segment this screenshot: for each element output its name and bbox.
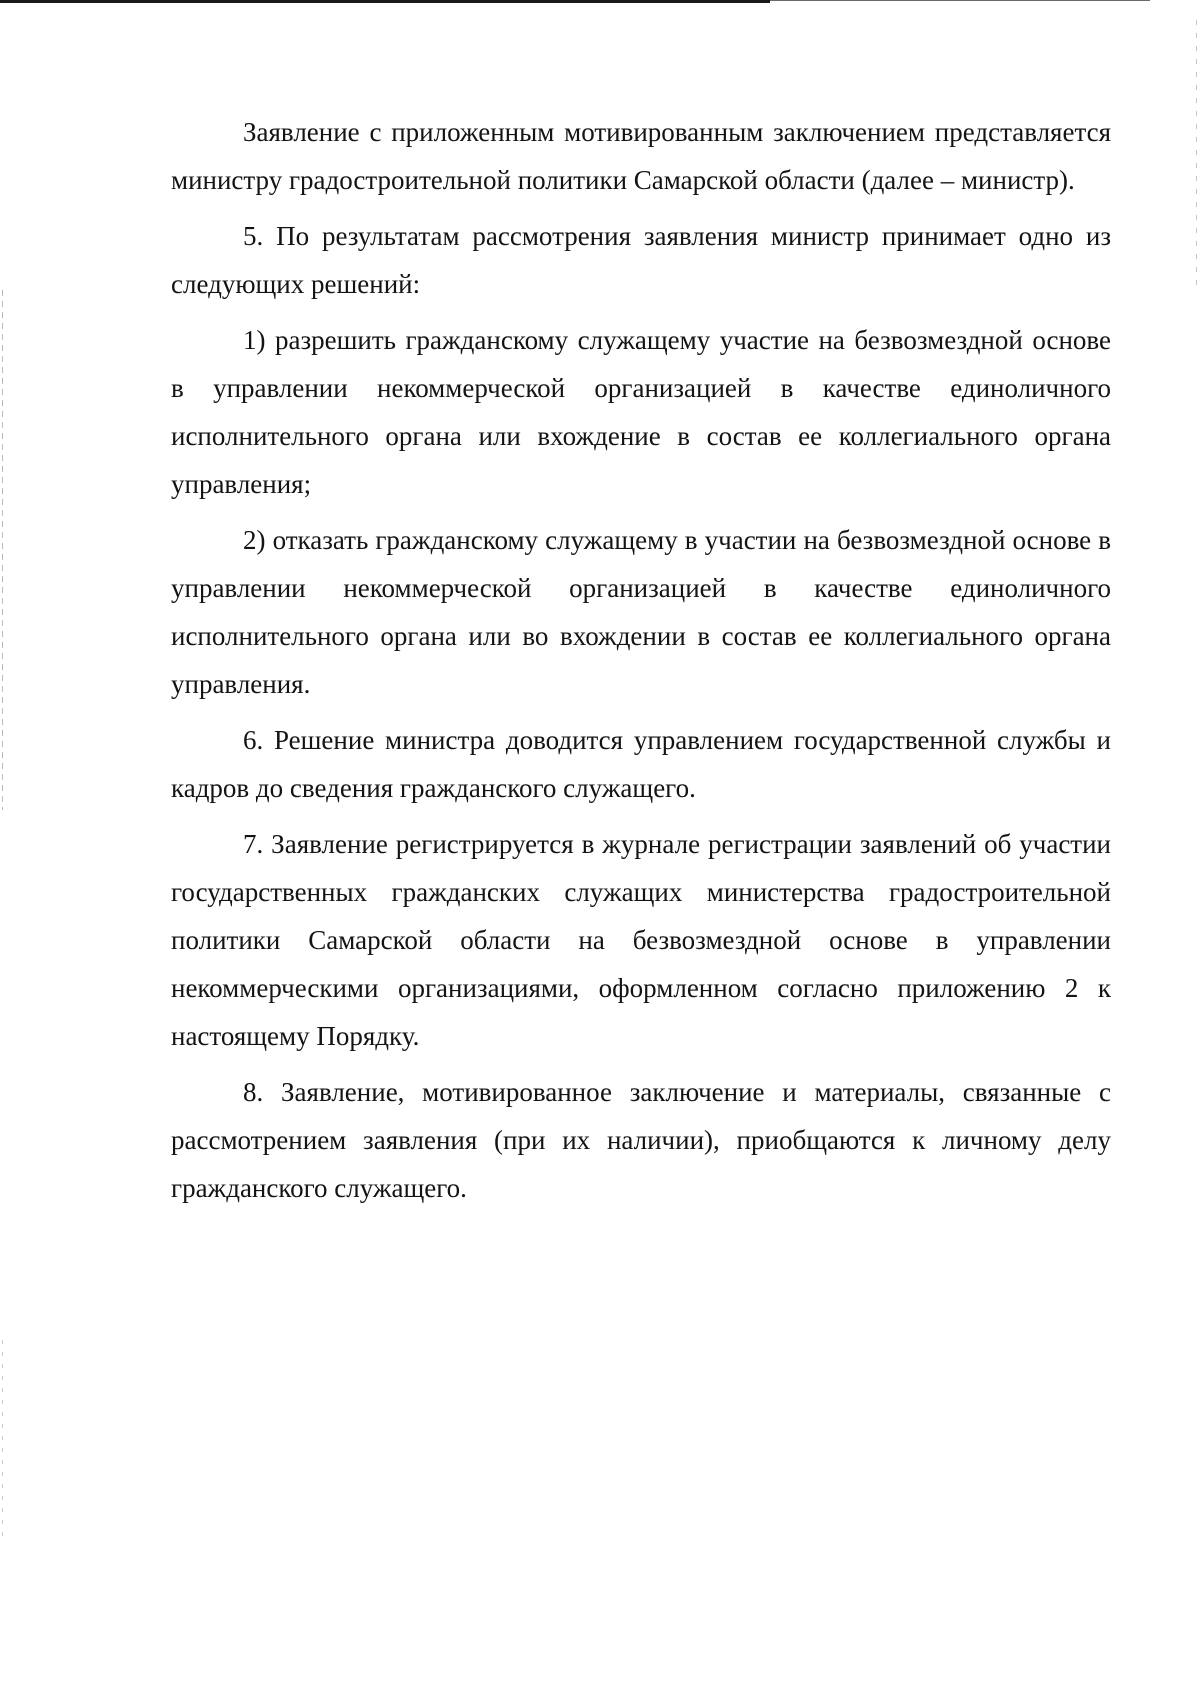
scan-edge-top [0,0,770,3]
paragraph-8-personal-file: 8. Заявление, мотивированное заключение и материалы, связанные с рассмотрением заявления (при их наличии), приобщаются к личному делу гражданского служащего. [171,1077,1111,1203]
scan-edge-right [1196,20,1197,290]
scan-edge-left [2,290,3,810]
paragraph-7-registration: 7. Заявление регистрируется в журнале регистрации заявлений об участии государственных гражданских служащих министерства градостроительной политики Самарской области на безвозмездной основе в управлении некоммерческими организациями, оформленном согласно приложению 2 к настоящему Порядку. [171,829,1111,1051]
paragraph-statement-submission: Заявление с приложенным мотивированным заключением представляется министру градостроительной политики Самарской области (далее – министр). [171,117,1111,195]
scan-edge-top-thin [770,0,1150,1]
document-body [171,108,1111,1220]
paragraph-5-decisions: 5. По результатам рассмотрения заявления министр принимает одно из следующих решений: [171,221,1111,299]
paragraph-decision-permit: 1) разрешить гражданскому служащему участие на безвозмездной основе в управлении некоммерческой организацией в качестве единоличного исполнительного органа или вхождение в состав ее коллегиального органа управления; [171,325,1111,499]
paragraph-6-notification: 6. Решение министра доводится управлением государственной службы и кадров до сведения гражданского служащего. [171,725,1111,803]
paragraph-decision-refuse: 2) отказать гражданскому служащему в участии на безвозмездной основе в управлении некоммерческой организацией в качестве единоличного исполнительного органа или во вхождении в состав ее коллегиального органа управления. [171,525,1111,699]
scan-edge-left-lower [2,1340,3,1540]
